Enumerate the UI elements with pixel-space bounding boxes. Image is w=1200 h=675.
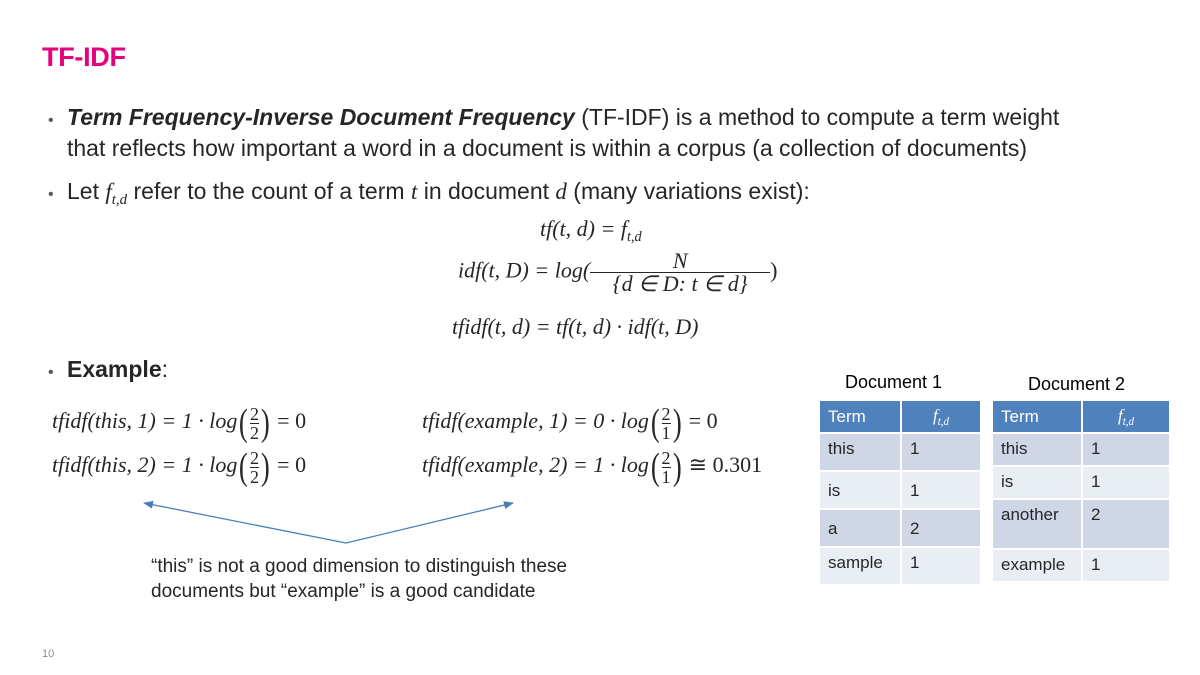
count-cell: 1 [902,434,980,470]
doc2-header-freq [1083,401,1169,432]
table-row [820,434,980,470]
freq-sub: t,d [1122,415,1135,428]
tfidf-term-bold: Term Frequency-Inverse Document Frequency [67,104,575,130]
frac-num: 2 [250,447,260,468]
idf-lhs: idf(t, D) = log( [458,257,591,283]
let-mid: refer to the count of a term [127,178,411,204]
arrow-to-this [144,503,346,543]
doc1-title: Document 1 [845,372,943,392]
d-symbol: d [555,179,567,204]
count-cell: 1 [1083,434,1169,465]
count-cell: 2 [902,510,980,546]
f-symbol: f [105,179,112,204]
table-row [993,467,1169,498]
definition-line2: that reflects how important a word in a document is within a corpus (a collection of documents) [67,135,1028,161]
freq-f: f [932,405,938,425]
example-rhs: = 0 [277,408,307,434]
example-rhs: ≅ 0.301 [688,452,763,478]
tf-rhs-f: f [620,216,627,241]
doc2-title: Document 2 [1028,374,1126,394]
table-row [993,500,1169,548]
tfidf-definition: tfidf(t, d) = tf(t, d) · idf(t, D) [452,314,699,339]
example-rhs: = 0 [277,452,307,478]
term-cell: this [993,434,1081,465]
term-cell: is [993,467,1081,498]
table-row [820,472,980,508]
idf-numerator: N [672,248,688,273]
example-this-2: tfidf(this, 2) = 1 · log( $\frac{2}{2}$ ) = 0 [52,446,307,488]
table-row [820,548,980,584]
count-cell: 1 [902,548,980,584]
idf-denominator: {d ∈ D: t ∈ d} [590,272,770,295]
term-cell: is [820,472,900,508]
doc1-header-freq [902,401,980,432]
f-subscript: t,d [111,192,128,209]
let-prefix: Let [67,178,106,204]
table-row [993,434,1169,465]
let-mid2: in document [417,178,556,204]
doc1-table [818,399,982,586]
bullet-marker: • [48,364,54,381]
frac-den: 1 [661,466,671,487]
idf-close-paren: ) [770,257,778,283]
doc2-header-term: Term [993,401,1081,432]
table-row [820,510,980,546]
term-cell: another [993,500,1081,548]
page-number: 10 [42,648,55,660]
example-example-1: tfidf(example, 1) = 0 · log( $\frac{2}{1}$ ) = 0 [422,402,718,444]
frac-num: 2 [661,447,671,468]
example-label: Example [67,356,162,382]
slide-title: TF-IDF [42,42,126,72]
doc2-table [991,399,1171,583]
freq-f: f [1117,405,1123,425]
example-this-1: tfidf(this, 1) = 1 · log( $\frac{2}{2}$ ) = 0 [52,402,307,444]
frac-num: 2 [661,403,671,424]
tf-lhs: tf(t, d) = [540,216,621,241]
example-lhs: tfidf(example, 2) = 1 · log [422,452,649,478]
bullet-marker: • [48,186,54,203]
arrow-caption [151,554,567,604]
let-suffix: (many variations exist): [566,178,810,204]
example-example-2: tfidf(example, 2) = 1 · log( $\frac{2}{1}$ ) ≅ 0.301 [422,446,763,488]
definition-line1: (TF-IDF) is a method to compute a term weight [574,104,1060,130]
frac-den: 2 [250,422,260,443]
term-cell: this [820,434,900,470]
caption-line1: “this” is not a good dimension to distinguish these [151,556,568,577]
caption-line2: documents but “example” is a good candidate [151,581,536,602]
frac-den: 2 [250,466,260,487]
count-cell: 1 [1083,467,1169,498]
frac-den: 1 [661,422,671,443]
example-colon: : [161,356,168,382]
count-cell: 1 [1083,550,1169,581]
t-symbol: t [410,179,418,204]
bullet-marker: • [48,112,54,129]
freq-sub: t,d [937,415,950,428]
term-cell: sample [820,548,900,584]
example-lhs: tfidf(example, 1) = 0 · log [422,408,649,434]
example-lhs: tfidf(this, 1) = 1 · log [52,408,238,434]
count-cell: 2 [1083,500,1169,548]
table-row [993,550,1169,581]
term-cell: example [993,550,1081,581]
example-lhs: tfidf(this, 2) = 1 · log [52,452,238,478]
arrow-to-example [346,503,513,543]
tf-rhs-sub: t,d [626,229,642,245]
count-cell: 1 [902,472,980,508]
frac-num: 2 [250,403,260,424]
example-rhs: = 0 [688,408,718,434]
term-cell: a [820,510,900,546]
doc1-header-term: Term [820,401,900,432]
